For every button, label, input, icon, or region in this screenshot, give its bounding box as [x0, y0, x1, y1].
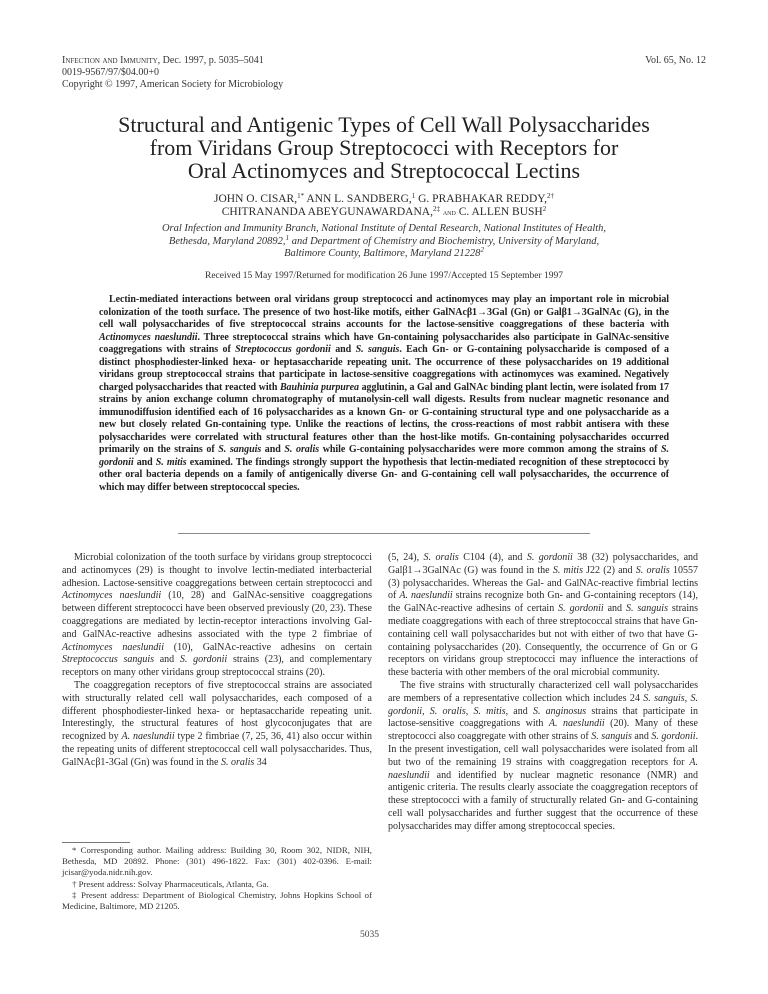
author-affiliation-mark: 2†: [547, 192, 554, 200]
body-text: The five strains with structurally characterized cell wall polysaccharides are members of a representative collection which includes 24: [388, 679, 698, 704]
body-text: and identified by nuclear magnetic resonance (NMR) and antigenic criteria. The results clearly associate the coaggregation receptors of these streptococci with a family of structurally related Gn- and G-containing cell wall polysaccharides and further suggest that the occurrence of these polysaccharides may differ among streptococcal species.: [388, 769, 698, 832]
body-text: ,: [465, 705, 474, 717]
body-text: and: [631, 731, 652, 743]
species-name: A. naeslundii: [121, 731, 175, 743]
issn-price: 0019-9567/97/$04.00+0: [62, 67, 160, 78]
body-text: J22 (2) and: [582, 564, 636, 576]
species-name: S. sanguis: [591, 731, 632, 743]
species-name: S. oralis: [423, 552, 459, 563]
journal-citation: [62, 55, 264, 67]
article-title: [60, 113, 708, 182]
body-text: 10557 (3) polysaccharides. Whereas the Gal- and GalNAc-reactive fimbrial lectins of: [388, 564, 699, 602]
body-text: and: [603, 603, 626, 615]
species-name: S. gordonii: [558, 603, 604, 615]
affiliation-line: Oral Infection and Immunity Branch, National Institute of Dental Research, National Institutes of Health,: [161, 223, 607, 234]
body-text: ,: [684, 692, 691, 704]
author-affiliation-mark: 2‡: [432, 205, 440, 213]
title-line: Oral Actinomyces and Streptococcal Lectins: [187, 158, 581, 183]
species-name: S. sanguis: [643, 692, 685, 704]
body-text: strains mediate coaggregations with each of three streptococcal strains that have Gn-containing cell wall polysaccharides but not with either of two that have G-containing polysaccharides (20). Consequently, the occurrence of Gn or G receptors on viridans group streptococci may influence the interactions of these bacteria with other members of the oral microbial community.: [388, 603, 699, 679]
footnote-divider: [62, 842, 130, 843]
species-name: Streptococcus gordonii: [235, 344, 331, 355]
body-text: (10, 28) and GalNAc-sensitive coaggregations between different streptococci have been observed previously (20, 23). These coaggregations are mediated by lectin-receptor interactions involving Gal- and GalNAc-reactive adhesins associated with the type 2 fimbriae of: [62, 590, 372, 640]
affiliation-mark: 1: [285, 233, 290, 242]
species-name: S. gordonii: [388, 692, 699, 717]
abstract-text: . Three streptococcal strains which have Gn-containing polysaccharides also participate in GalNAc-sensitive coaggregations with strains of: [99, 331, 669, 355]
body-column-left: [62, 552, 372, 770]
species-name: Actinomyces naeslundii: [62, 590, 162, 602]
author-affiliation-mark: 2: [542, 205, 547, 213]
author-name: JOHN O. CISAR,: [214, 193, 298, 205]
abstract-text: . Each Gn- or G-containing polysaccharide is composed of a distinct phosphodiester-linked hexa- or heptasaccharide repeating unit. The occurrence of these polysaccharides on 19 additional viridans group streptococcal strains that participate in lactose-sensitive coaggregations with actinomyces was examined. Negatively charged polysaccharides that reacted with: [99, 344, 669, 393]
title-line: Structural and Antigenic Types of Cell Wall Polysaccharides: [118, 112, 650, 137]
species-name: Bauhinia purpurea: [279, 381, 359, 393]
species-name: Actinomyces naeslundii: [99, 331, 198, 343]
species-name: S. gordonii: [99, 444, 670, 468]
author-list: [60, 193, 708, 219]
affiliation-mark: 2: [480, 246, 484, 254]
body-text: C104 (4), and: [458, 552, 527, 563]
running-header: [62, 55, 706, 91]
footnotes: [62, 845, 372, 912]
body-text: type 2 fimbriae (7, 25, 36, 41) also occur within the repeating units of different streptococcal cell wall polysaccharides. Thus, GalNAcβ1-3Gal (Gn) was found in the: [62, 731, 372, 768]
body-text: Microbial colonization of the tooth surface by viridans group streptococci and actinomyces (29) is thought to involve lectin-mediated interbacterial adhesion. Lactose-sensitive coaggregations between certain streptococci and: [62, 552, 372, 589]
species-name: S. sanguis: [218, 444, 262, 455]
abstract-text: while G-containing polysaccharides were more common among the strains of: [319, 444, 662, 455]
body-text: (10), GalNAc-reactive adhesins on certain: [163, 641, 372, 653]
body-paragraph: [388, 680, 698, 834]
affiliation-text: and Department of Chemistry and Biochemistry, University of Maryland,: [289, 235, 600, 247]
species-name: S. oralis: [220, 756, 255, 768]
abstract-text: examined. The findings strongly support the hypothesis that lectin-mediated recognition of these streptococci by other oral bacteria depends on a family of antigenically diverse Gn- and G-containing cell wall polysaccharides, the occurrence of which may differ between streptococcal species.: [99, 456, 670, 493]
body-paragraph: [388, 552, 698, 680]
species-name: S. anginosus: [532, 705, 587, 717]
species-name: S. gordonii: [526, 552, 573, 563]
affiliation-text: Bethesda, Maryland 20892,: [168, 235, 286, 247]
body-column-right: [388, 552, 698, 834]
abstract-text: agglutinin, a Gal and GalNAc binding plant lectin, were isolated from 17 strains by anion exchange column chromatography of mutanolysin-cell wall digests. Results from nuclear magnetic resonance and immunodiffusion identified each of 16 polysaccharides as a known Gn- or G-containing structural type and one polysaccharide as a new but closely related Gn-containing type. Unlike the reactions of lectins, the cross-reactions of most rabbit antisera with these polysaccharides were correlated with structural features other than the host-like motifs. Gn-containing polysaccharides occurred primarily on the strains of: [99, 381, 670, 455]
species-name: A. naeslundii: [548, 718, 605, 730]
citation-details: , Dec. 1997, p. 5035–5041: [157, 55, 264, 66]
abstract-text: and: [261, 444, 285, 455]
author-affiliation-mark: 1*: [297, 192, 305, 200]
abstract-divider: [178, 533, 590, 534]
author-affiliation-mark: 1: [411, 192, 416, 200]
body-text: strains recognize both Gn- and G-containing receptors (14), the GalNAc-reactive adhesins of certain: [388, 590, 698, 615]
body-text: , and: [505, 705, 533, 717]
author-name: C. ALLEN BUSH: [458, 206, 543, 218]
page-number: 5035: [360, 930, 379, 940]
body-text: (5, 24),: [388, 552, 424, 563]
copyright-line: Copyright © 1997, American Society for Microbiology: [62, 79, 284, 90]
received-dates: Received 15 May 1997/Returned for modification 26 June 1997/Accepted 15 September 1997: [204, 271, 563, 281]
species-name: A. naeslundii: [399, 590, 453, 602]
authors-conjunction: and: [442, 207, 456, 217]
affiliation-text: Baltimore County, Baltimore, Maryland 21228: [284, 248, 481, 259]
volume-issue: Vol. 65, No. 12: [645, 55, 706, 66]
species-name: S. gordonii: [651, 731, 696, 743]
body-text: strains that participate in lactose-sensitive coaggregations with: [388, 705, 698, 730]
species-name: S. oralis: [429, 705, 466, 717]
body-text: ,: [422, 705, 430, 717]
abstract-text: and: [330, 344, 356, 355]
author-name: CHITRANANDA ABEYGUNAWARDANA,: [221, 206, 433, 218]
affiliation-line: [60, 233, 708, 249]
species-name: S. mitis: [552, 564, 583, 576]
body-text: The coaggregation receptors of five streptococcal strains are associated with structurally related cell wall polysaccharides, each composed of a different phosphodiester-linked hexa- or heptasaccharide repeating unit. Interestingly, the structural features of host glycoconjugates that are recognized by: [62, 679, 372, 743]
footnote-double-dagger: ‡ Present address: Department of Biological Chemistry, Johns Hopkins School of Medicine, Baltimore, MD 21205.: [62, 889, 372, 912]
body-paragraph: [62, 552, 372, 680]
abstract-text: Lectin-mediated interactions between oral viridans group streptococci and actinomyces may play an important role in microbial colonization of the tooth surface. The presence of two host-like motifs, either GalNAcβ1→3Gal (Gn) or Galβ1→3GalNAc (G), in the cell wall polysaccharides of five streptococcal strains accounts for the lactose-sensitive coaggregations of these bacteria with: [99, 294, 669, 330]
species-name: Streptococcus sanguis: [62, 654, 155, 666]
species-name: A. naeslundii: [388, 756, 698, 781]
footnote-dagger: † Present address: Solvay Pharmaceuticals, Atlanta, Ga.: [72, 878, 269, 889]
species-name: S. mitis: [155, 456, 187, 468]
affiliations: [60, 223, 708, 261]
species-name: S. oralis: [284, 444, 320, 455]
body-text: 38 (32) polysaccharides, and Galβ1→3GalNAc (G) was found in the: [388, 552, 699, 576]
body-text: 34: [254, 756, 267, 768]
body-text: strains (23), and complementary receptors on many other viridans group streptococcal strains (20).: [62, 654, 373, 679]
body-text: and: [154, 654, 180, 666]
body-text: (20). Many of these streptococci also coaggregate with other strains of: [388, 718, 698, 743]
journal-name: Infection and Immunity: [62, 55, 158, 66]
species-name: S. gordonii: [179, 654, 228, 666]
species-name: S. sanguis: [625, 603, 668, 615]
author-name: G. PRABHAKAR REDDY,: [418, 193, 547, 205]
species-name: S. oralis: [635, 564, 670, 576]
species-name: S. mitis: [473, 705, 506, 717]
author-name: ANN L. SANDBERG,: [306, 193, 412, 205]
species-name: Actinomyces naeslundii: [62, 641, 164, 653]
affiliation-line: [60, 248, 708, 261]
abstract: [99, 294, 669, 494]
footnote-corresponding-author: * Corresponding author. Mailing address: Building 30, Room 302, NIDR, NIH, Bethesda, MD 20892. Phone: (301) 496-1822. Fax: (301) 402-0396. E-mail: jcisar@yoda.nidr.nih.gov.: [62, 845, 372, 878]
body-text: . In the present investigation, cell wall polysaccharides were isolated from all but two of the remaining 19 strains with coaggregation receptors for: [388, 731, 699, 768]
species-name: S. sanguis: [355, 344, 400, 355]
title-line: from Viridans Group Streptococci with Receptors for: [149, 135, 619, 160]
abstract-text: and: [133, 456, 156, 468]
body-paragraph: [62, 680, 372, 770]
